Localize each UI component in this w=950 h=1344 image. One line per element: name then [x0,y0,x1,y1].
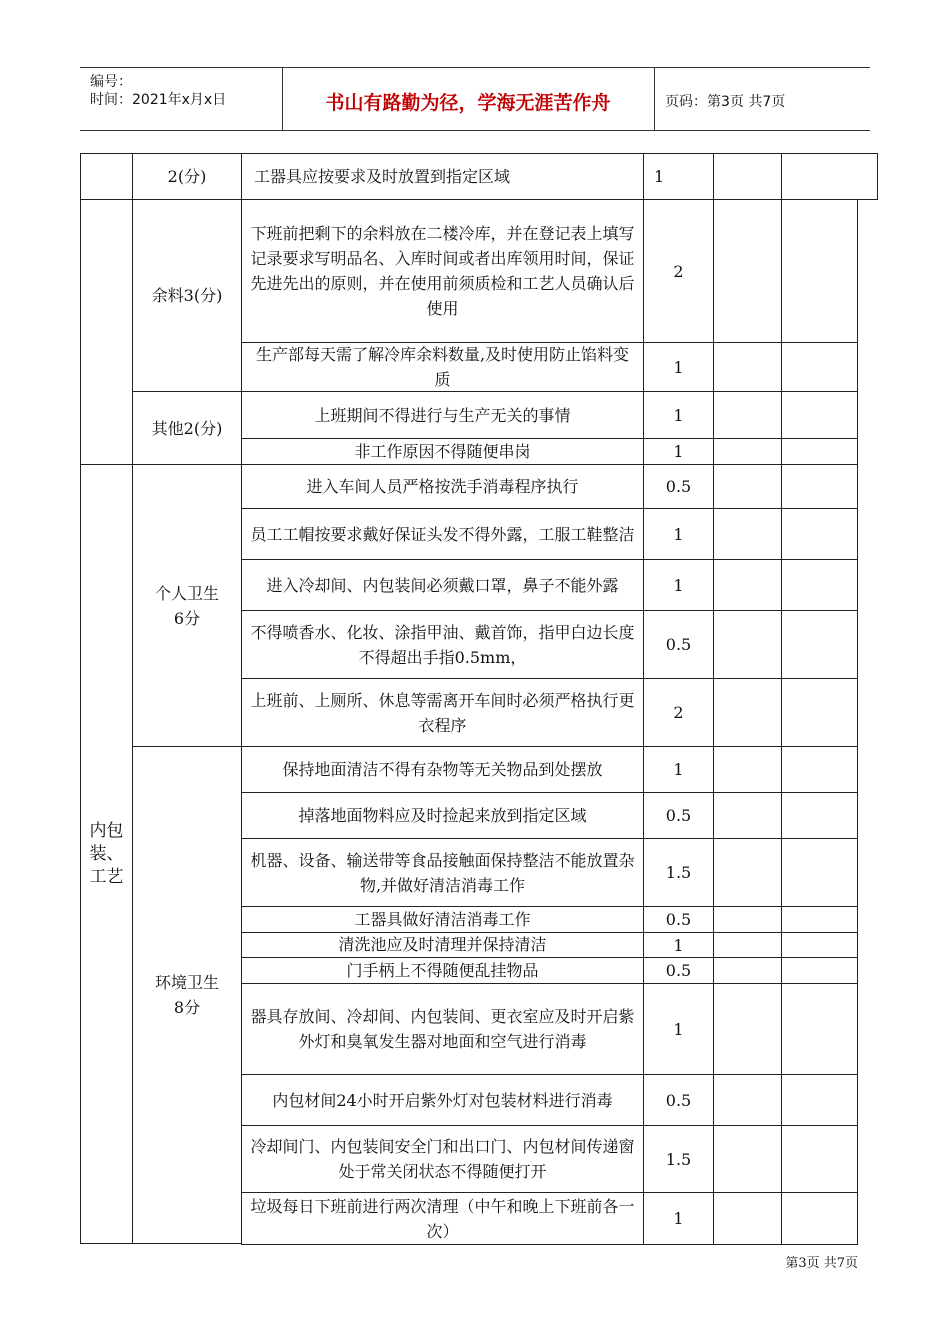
item-text: 上班前、上厕所、休息等需离开车间时必须严格执行更衣程序 [250,690,635,735]
score-value: 1 [673,1209,684,1228]
blank-cell [781,932,858,958]
score-cell [643,746,714,793]
page-header [80,67,870,131]
blank-cell [781,391,858,439]
score-cell [643,792,714,839]
score-cell [643,438,714,465]
item-text: 清洗池应及时清理并保持清洁 [338,935,547,954]
item-text: 上班期间不得进行与生产无关的事情 [314,405,571,425]
score-value: 1 [673,760,684,779]
blank-cell [713,957,782,984]
blank-cell [781,1074,858,1126]
item-text: 员工工帽按要求戴好保证头发不得外露，工服工鞋整洁 [250,524,635,544]
sub-category-label: 其他2(分) [151,418,223,438]
blank-cell [781,559,858,611]
blank-cell [781,746,858,793]
blank-cell [713,678,782,747]
blank-cell [713,342,782,392]
item-text: 冷却间门、内包装间安全门和出口门、内包材间传递窗处于常关闭状态不得随便打开 [250,1137,635,1181]
sub-category-cell [132,199,242,392]
blank-cell [781,1125,858,1193]
score-value: 1 [654,167,665,186]
score-value: 1 [673,442,684,461]
item-text: 非工作原因不得随便串岗 [354,441,531,461]
blank-cell [713,906,782,933]
score-cell [643,1074,714,1126]
header-meta [90,73,226,109]
score-value: 1 [673,405,684,425]
score-value: 1 [673,524,684,544]
blank-cell [713,1192,782,1245]
item-text: 器具存放间、冷却间、内包装间、更衣室应及时开启紫外灯和臭氧发生器对地面和空气进行消毒 [250,1007,635,1051]
blank-cell [781,153,878,200]
item-cell [241,957,644,984]
blank-cell [713,1125,782,1193]
blank-cell [713,559,782,611]
item-cell [241,438,644,465]
sub-category-cell [132,153,242,200]
score-value: 0.5 [665,635,692,654]
blank-cell [781,906,858,933]
score-cell [643,932,714,958]
item-cell [241,983,644,1075]
blank-cell [781,1192,858,1245]
score-value: 1 [673,1019,684,1039]
blank-cell [713,792,782,839]
score-value: 0.5 [665,1090,692,1110]
item-cell [241,508,644,560]
score-cell [643,508,714,560]
item-cell [241,342,644,392]
blank-cell [713,464,782,509]
blank-cell [781,983,858,1075]
score-cell [643,1192,714,1245]
item-cell [241,559,644,611]
item-text: 下班前把剩下的余料放在二楼冷库，并在登记表上填写记录要求写明品名、入库时间或者出库领用时间，保证先进先出的原则，并在使用前须质检和工艺人员确认后使用 [250,224,635,318]
blank-cell [713,838,782,907]
score-cell [643,957,714,984]
item-text: 机器、设备、输送带等食品接触面保持整洁不能放置杂物,并做好清洁消毒工作 [250,850,635,895]
sub-category-label: 环境卫生8分 [154,973,219,1017]
blank-cell [713,199,782,343]
blank-cell [713,1074,782,1126]
score-value: 1.5 [665,1149,692,1169]
item-cell [241,678,644,747]
blank-cell [781,199,858,343]
item-cell [241,906,644,933]
score-cell [643,391,714,439]
blank-cell [713,932,782,958]
blank-cell [713,746,782,793]
score-value: 0.5 [665,961,692,980]
sub-category-cell [132,464,242,747]
score-value: 2 [673,261,684,281]
score-cell [643,342,714,392]
score-cell [643,838,714,907]
blank-cell [781,464,858,509]
blank-cell [713,391,782,439]
item-cell [241,838,644,907]
score-cell [643,610,714,679]
score-value: 0.5 [665,910,692,929]
document-number: 编号： [90,74,132,90]
item-text: 工器具做好清洁消毒工作 [354,909,531,929]
score-cell [643,983,714,1075]
score-cell [643,559,714,611]
score-value: 2 [673,703,684,722]
item-cell [241,153,644,200]
header-page-info: 页码：第3页 共7页 [665,94,786,110]
sub-category-label: 个人卫生6分 [154,583,219,628]
category-cell [80,153,133,200]
item-cell [241,610,644,679]
item-text: 保持地面清洁不得有杂物等无关物品到处摆放 [282,760,603,779]
blank-cell [713,508,782,560]
score-value: 1 [673,357,684,377]
score-cell [643,1125,714,1193]
score-value: 1 [673,935,684,955]
sub-category-cell [132,391,242,465]
sub-category-cell [132,746,242,1244]
category-cell [80,464,133,1244]
score-value: 1.5 [665,863,692,882]
item-cell [241,464,644,509]
blank-cell [713,610,782,679]
item-text: 进入冷却间、内包装间必须戴口罩，鼻子不能外露 [266,575,619,595]
blank-cell [713,438,782,465]
document-time: 时间：2021年x月x日 [90,92,227,108]
score-cell [643,153,714,200]
item-text: 门手柄上不得随便乱挂物品 [346,960,539,980]
header-motto: 书山有路勤为径，学海无涯苦作舟 [325,92,611,114]
item-text: 垃圾每日下班前进行两次清理（中午和晚上下班前各一次） [250,1196,635,1241]
sub-category-label: 2(分) [167,167,207,186]
item-text: 内包材间24小时开启紫外灯对包装材料进行消毒 [272,1090,613,1110]
blank-cell [781,792,858,839]
item-cell [241,932,644,958]
sub-category-label: 余料3(分) [151,286,223,305]
blank-cell [781,838,858,907]
blank-cell [713,153,782,200]
item-cell [241,391,644,439]
item-cell [241,199,644,343]
item-text: 进入车间人员严格按洗手消毒程序执行 [306,477,579,496]
item-cell [241,1125,644,1193]
blank-cell [781,508,858,560]
item-text: 工器具应按要求及时放置到指定区域 [254,167,511,186]
blank-cell [781,342,858,392]
item-cell [241,1074,644,1126]
blank-cell [781,438,858,465]
blank-cell [713,983,782,1075]
page-footer: 第3页 共7页 [785,1256,858,1271]
blank-cell [781,957,858,984]
header-divider [654,68,655,130]
item-cell [241,1192,644,1245]
blank-cell [781,610,858,679]
category-cell [80,199,133,465]
score-cell [643,464,714,509]
score-value: 0.5 [665,477,692,496]
item-text: 生产部每天需了解冷库余料数量,及时使用防止馅料变质 [255,345,630,389]
item-cell [241,746,644,793]
item-text: 掉落地面物料应及时捡起来放到指定区域 [298,806,587,825]
category-label: 内包装、工艺 [89,820,124,887]
blank-cell [781,678,858,747]
item-cell [241,792,644,839]
item-text: 不得喷香水、化妆、涂指甲油、戴首饰，指甲白边长度不得超出手指0.5mm， [250,622,635,667]
score-cell [643,906,714,933]
score-cell [643,678,714,747]
score-value: 1 [673,575,684,595]
score-cell [643,199,714,343]
score-value: 0.5 [665,806,692,825]
